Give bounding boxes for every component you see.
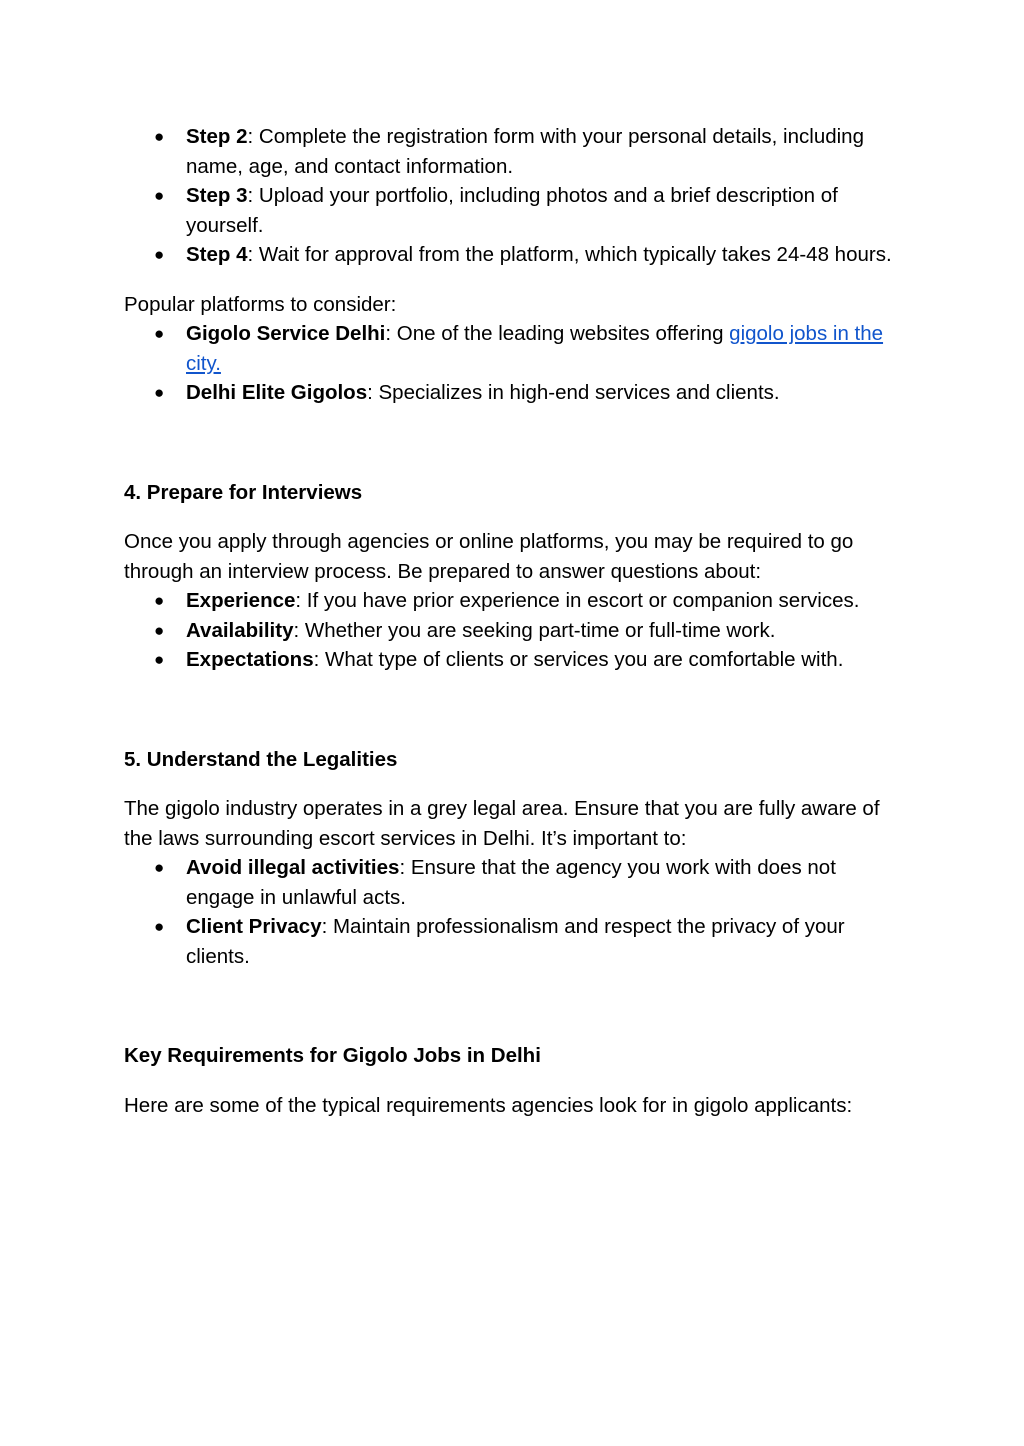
list-item-text: : Wait for approval from the platform, which typically takes 24-48 hours.: [247, 243, 892, 266]
interview-topics-list: [124, 586, 900, 675]
list-item-label: Experience: [186, 589, 296, 612]
registration-steps-list: [124, 122, 900, 270]
list-item-text: : What type of clients or services you are comfortable with.: [313, 648, 844, 671]
list-item: [124, 912, 900, 971]
platforms-list: [124, 319, 900, 408]
document-page: [124, 122, 900, 1120]
list-item-label: Step 3: [186, 184, 248, 207]
list-item-text: : Whether you are seeking part-time or full-time work.: [293, 618, 776, 642]
list-item: [124, 616, 900, 646]
list-item-label: Step 4: [186, 243, 248, 266]
list-item: [124, 240, 900, 270]
list-item-text: : If you have prior experience in escort or companion services.: [295, 589, 860, 612]
list-item: [124, 645, 900, 675]
list-item-label: Gigolo Service Delhi: [186, 322, 386, 345]
list-item-text: : Ensure that the agency you work with does not engage in unlawful acts.: [186, 856, 836, 909]
list-item: [124, 853, 900, 912]
section-heading-interviews: 4. Prepare for Interviews: [124, 480, 363, 504]
list-item-label: Availability: [186, 618, 294, 642]
list-item-label: Client Privacy: [186, 915, 322, 938]
list-item: [124, 378, 900, 408]
list-item-text: : One of the leading websites offering: [385, 322, 730, 345]
section-heading-requirements: Key Requirements for Gigolo Jobs in Delhi: [124, 1044, 541, 1067]
section-paragraph-legalities: The gigolo industry operates in a grey legal area. Ensure that you are fully aware of the laws surrounding escort services in Delhi. It’s important to:: [124, 797, 880, 850]
list-item: [124, 586, 900, 616]
list-item-text: : Specializes in high-end services and clients.: [367, 381, 780, 404]
list-item-text: : Upload your portfolio, including photos and a brief description of yourself.: [186, 184, 838, 237]
list-item-text: : Complete the registration form with your personal details, including name, age, and contact information.: [186, 125, 864, 178]
section-paragraph-requirements: Here are some of the typical requirements agencies look for in gigolo applicants:: [124, 1093, 853, 1117]
section-heading-legalities: 5. Understand the Legalities: [124, 747, 398, 771]
platforms-intro: Popular platforms to consider:: [124, 292, 397, 316]
legalities-list: [124, 853, 900, 971]
list-item-label: Avoid illegal activities: [186, 856, 400, 879]
list-item-label: Delhi Elite Gigolos: [186, 381, 368, 404]
section-paragraph-interviews: Once you apply through agencies or online platforms, you may be required to go through an interview process. Be prepared to answer questions about:: [124, 530, 854, 583]
gigolo-jobs-link[interactable]: gigolo jobs in the city.: [186, 322, 884, 375]
list-item-label: Expectations: [186, 648, 314, 671]
list-item-text: : Maintain professionalism and respect the privacy of your clients.: [186, 915, 845, 968]
list-item: [124, 122, 900, 181]
list-item: [124, 181, 900, 240]
list-item-label: Step 2: [186, 125, 248, 148]
list-item: [124, 319, 900, 378]
